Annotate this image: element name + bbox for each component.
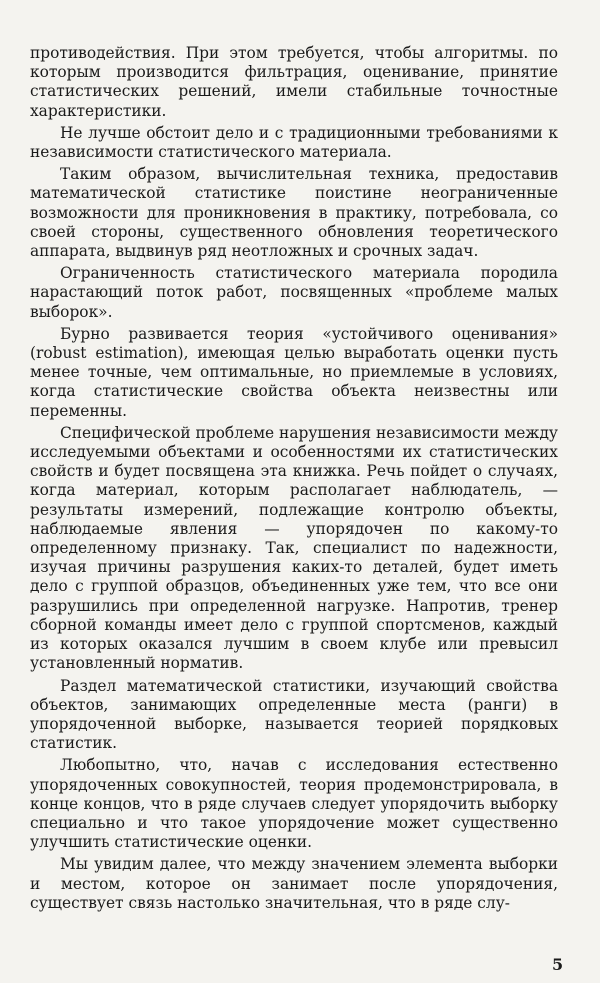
paragraph-1: противодействия. При этом требуется, чтобы алгоритмы. по которым производится фильтрация, оценивание, принятие статистических решений, имели стабильные точностные характеристики. [30,44,558,120]
paragraph-6: Специфической проблеме нарушения независимости между исследуемыми объектами и особенностями их статистических свойств и будет посвящена эта книжка. Речь пойдет о случаях, когда материал, которым располагает наблюдатель, — результаты измерений, подлежащие контролю объекты, наблюдаемые явления — упорядочен по какому-то определенному признаку. Так, специалист по надежности, изучая причины разрушения каких-то деталей, будет иметь дело с группой образцов, объединенных уже тем, что все они разрушились при определенной нагрузке. Напротив, тренер сборной команды имеет дело с группой спортсменов, каждый из которых оказался лучшим в своем клубе или превысил установленный норматив. [30,423,558,673]
paragraph-3: Таким образом, вычислительная техника, предоставив математической статистике поистине неограниченные возможности для проникновения в практику, потребовала, со своей стороны, существенного обновления теоретического аппарата, выдвинув ряд неотложных и срочных задач. [30,165,558,261]
page-body [30,44,558,916]
paragraph-2: Не лучше обстоит дело и с традиционными требованиями к независимости статистического материала. [30,123,558,162]
page-number: 5 [552,955,564,974]
paragraph-4: Ограниченность статистического материала породила нарастающий поток работ, посвященных «проблеме малых выборок». [30,264,558,321]
paragraph-7: Раздел математической статистики, изучающий свойства объектов, занимающих определенные места (ранги) в упорядоченной выборке, называется теорией порядковых статистик. [30,676,558,753]
paragraph-9: Мы увидим далее, что между значением элемента выборки и местом, которое он занимает после упорядочения, существует связь настолько значительная, что в ряде слу- [30,855,558,912]
paragraph-8: Любопытно, что, начав с исследования естественно упорядоченных совокупностей, теория продемонстрировала, в конце концов, что в ряде случаев следует упорядочить выборку специально и что такое упорядочение может существенно улучшить статистические оценки. [30,756,558,852]
paragraph-5: Бурно развивается теория «устойчивого оценивания» (robust estimation), имеющая целью выработать оценки пусть менее точные, чем оптимальные, но приемлемые в условиях, когда статистические свойства объекта неизвестны или переменны. [30,324,558,420]
